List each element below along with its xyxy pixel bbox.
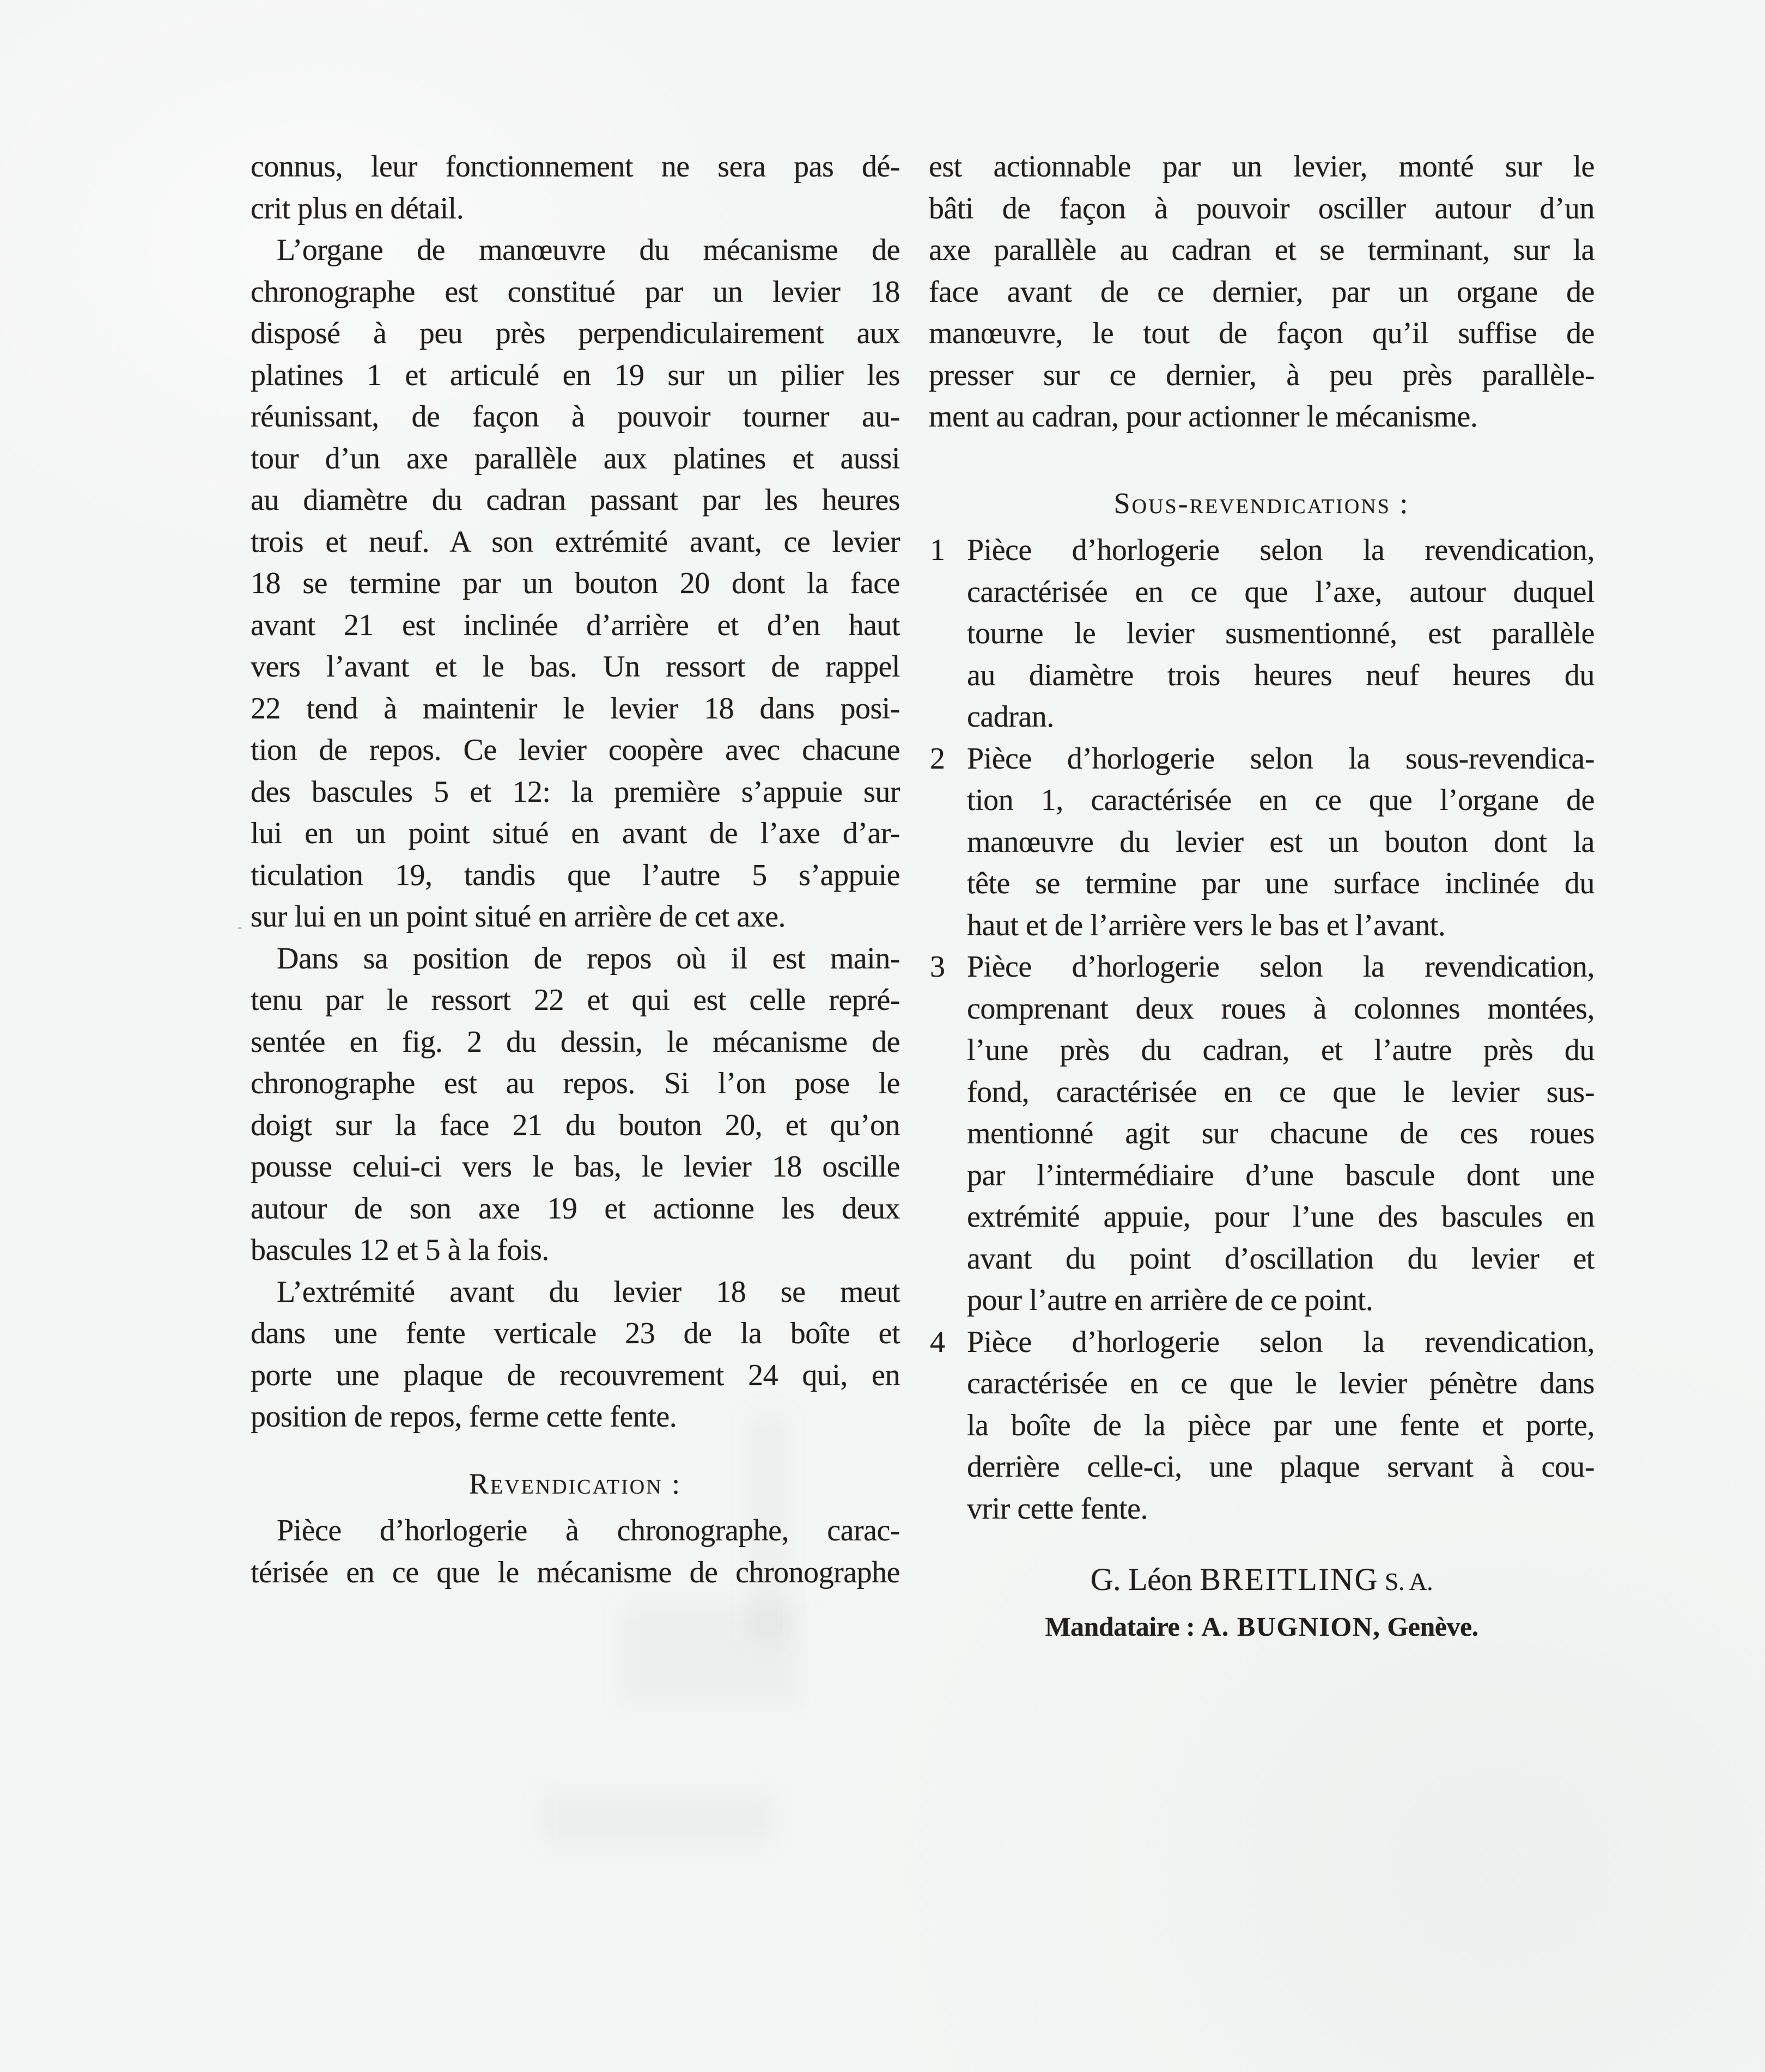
text-line: caractérisée en ce que l’axe, autour duquel [967, 575, 1594, 609]
text-line: Pièce d’horlogerie selon la revendication, [967, 950, 1594, 984]
text-line: ticulation 19, tandis que l’autre 5 s’appuie [251, 858, 900, 892]
text-line: bâti de façon à pouvoir osciller autour d’un [929, 191, 1594, 226]
right-column [929, 146, 1594, 1648]
paragraph [929, 146, 1594, 438]
text-line: pousse celui-ci vers le bas, le levier 18 oscille [251, 1150, 900, 1184]
text-line: L’organe de manœuvre du mécanisme de [277, 233, 900, 267]
text-line: comprenant deux roues à colonnes montées, [967, 991, 1594, 1026]
text-line: chronographe est constitué par un levier 18 [251, 275, 900, 309]
text-line: dans une fente verticale 23 de la boîte et [251, 1317, 900, 1350]
text-line: 22 tend à maintenir le levier 18 dans posi- [251, 691, 900, 726]
text-line: au diamètre du cadran passant par les heures [251, 483, 900, 517]
paragraph [251, 1510, 900, 1593]
claim-block [929, 1321, 1594, 1530]
text-line: par l’intermédiaire d’une bascule dont une [967, 1158, 1594, 1192]
signature-segment: A. BUGNION, [1201, 1611, 1381, 1642]
text-line: tourne le levier susmentionné, est parallèle [967, 617, 1594, 650]
text-line: derrière celle-ci, une plaque servant à cou- [967, 1450, 1594, 1484]
signature-block [929, 1557, 1594, 1648]
text-line: tion de repos. Ce levier coopère avec chacune [251, 733, 900, 767]
scan-speck [238, 927, 242, 929]
text-line: L’extrémité avant du levier 18 se meut [277, 1275, 900, 1309]
text-line: des bascules 5 et 12: la première s’appuie sur [251, 775, 900, 809]
text-line: pour l’autre en arrière de ce point. [967, 1283, 1373, 1317]
text-line: la boîte de la pièce par une fente et porte, [967, 1408, 1594, 1442]
left-column [251, 146, 900, 1593]
paragraph [251, 229, 900, 938]
text-line: mentionné agit sur chacune de ces roues [967, 1117, 1594, 1150]
text-line: platines 1 et articulé en 19 sur un pilier les [251, 358, 900, 392]
text-line: Pièce d’horlogerie selon la revendication, [967, 533, 1594, 567]
text-line: porte une plaque de recouvrement 24 qui, en [251, 1358, 900, 1392]
text-line: haut et de l’arrière vers le bas et l’avant. [967, 908, 1446, 942]
signature-agent-line [929, 1605, 1594, 1648]
text-line: ment au cadran, pour actionner le mécanisme. [929, 400, 1478, 434]
text-line: Pièce d’horlogerie selon la revendication, [967, 1325, 1594, 1359]
text-line: 18 se termine par un bouton 20 dont la face [251, 566, 900, 600]
bleed-through-ghost [539, 1792, 774, 1846]
text-line: presser sur ce dernier, à peu près parallèle- [929, 358, 1594, 392]
paragraph [251, 938, 900, 1271]
text-line: réunissant, de façon à pouvoir tourner au- [251, 400, 900, 434]
claim-number: 1 [930, 533, 945, 567]
claim-block [929, 529, 1594, 738]
text-line: autour de son axe 19 et actionne les deux [251, 1191, 900, 1226]
text-line: manœuvre, le tout de façon qu’il suffise de [929, 316, 1594, 350]
text-line: vers l’avant et le bas. Un ressort de rappel [251, 650, 900, 684]
text-line: est actionnable par un levier, monté sur le [929, 150, 1594, 184]
signature-name-line [929, 1557, 1594, 1605]
text-line: vrir cette fente. [967, 1491, 1148, 1526]
claim-block [929, 946, 1594, 1321]
text-line: tion 1, caractérisée en ce que l’organe de [967, 783, 1594, 817]
text-line: manœuvre du levier est un bouton dont la [967, 825, 1594, 859]
text-line: crit plus en détail. [251, 191, 464, 226]
text-line: tête se termine par une surface inclinée du [967, 867, 1594, 900]
claim-block [929, 738, 1594, 947]
text-line: sentée en fig. 2 du dessin, le mécanisme de [251, 1025, 900, 1059]
claim-number: 2 [930, 741, 945, 776]
text-line: sur lui en un point situé en arrière de cet axe. [251, 900, 786, 934]
text-line: face avant de ce dernier, par un organe de [929, 275, 1594, 309]
text-line: doigt sur la face 21 du bouton 20, et qu’on [251, 1108, 900, 1142]
section-heading: Revendication : [468, 1467, 682, 1500]
text-line: bascules 12 et 5 à la fois. [251, 1233, 549, 1267]
paragraph [251, 1271, 900, 1438]
signature-segment: G. Léon [1090, 1562, 1200, 1597]
text-line: chronographe est au repos. Si l’on pose le [251, 1067, 900, 1100]
text-line: avant du point d’oscillation du levier et [967, 1241, 1594, 1276]
text-line: avant 21 est inclinée d’arrière et d’en haut [251, 608, 900, 642]
text-line: extrémité appuie, pour l’une des bascules en [967, 1200, 1594, 1234]
text-line: axe parallèle au cadran et se terminant, sur la [929, 233, 1594, 267]
text-line: trois et neuf. A son extrémité avant, ce levier [251, 525, 900, 559]
text-line: position de repos, ferme cette fente. [251, 1400, 677, 1434]
text-line: Pièce d’horlogerie selon la sous-revendica- [967, 741, 1594, 776]
section-heading: Sous-revendications : [1113, 486, 1410, 520]
signature-segment: Genève. [1380, 1611, 1478, 1642]
text-line: caractérisée en ce que le levier pénètre dans [967, 1367, 1594, 1400]
text-line: lui en un point situé en avant de l’axe d’ar- [251, 816, 900, 850]
text-line: fond, caractérisée en ce que le levier sus- [967, 1075, 1594, 1109]
text-line: au diamètre trois heures neuf heures du [967, 658, 1594, 692]
signature-segment: Mandataire : [1045, 1611, 1202, 1642]
bleed-through-ghost [621, 1601, 801, 1705]
text-line: Pièce d’horlogerie à chronographe, carac- [277, 1514, 900, 1547]
text-line: connus, leur fonctionnement ne sera pas dé- [251, 150, 900, 184]
text-line: disposé à peu près perpendiculairement aux [251, 316, 900, 350]
text-line: tenu par le ressort 22 et qui est celle repré- [251, 983, 900, 1017]
text-line: cadran. [967, 700, 1054, 734]
text-line: l’une près du cadran, et l’autre près du [967, 1033, 1594, 1067]
text-line: térisée en ce que le mécanisme de chronographe [251, 1555, 900, 1589]
signature-segment: BREITLING [1200, 1562, 1379, 1597]
text-line: Dans sa position de repos où il est main- [277, 941, 900, 976]
paragraph [251, 146, 900, 229]
signature-segment: S. A. [1378, 1568, 1433, 1595]
text-line: tour d’un axe parallèle aux platines et aussi [251, 441, 900, 476]
claim-number: 4 [930, 1325, 945, 1359]
claim-number: 3 [930, 950, 945, 984]
